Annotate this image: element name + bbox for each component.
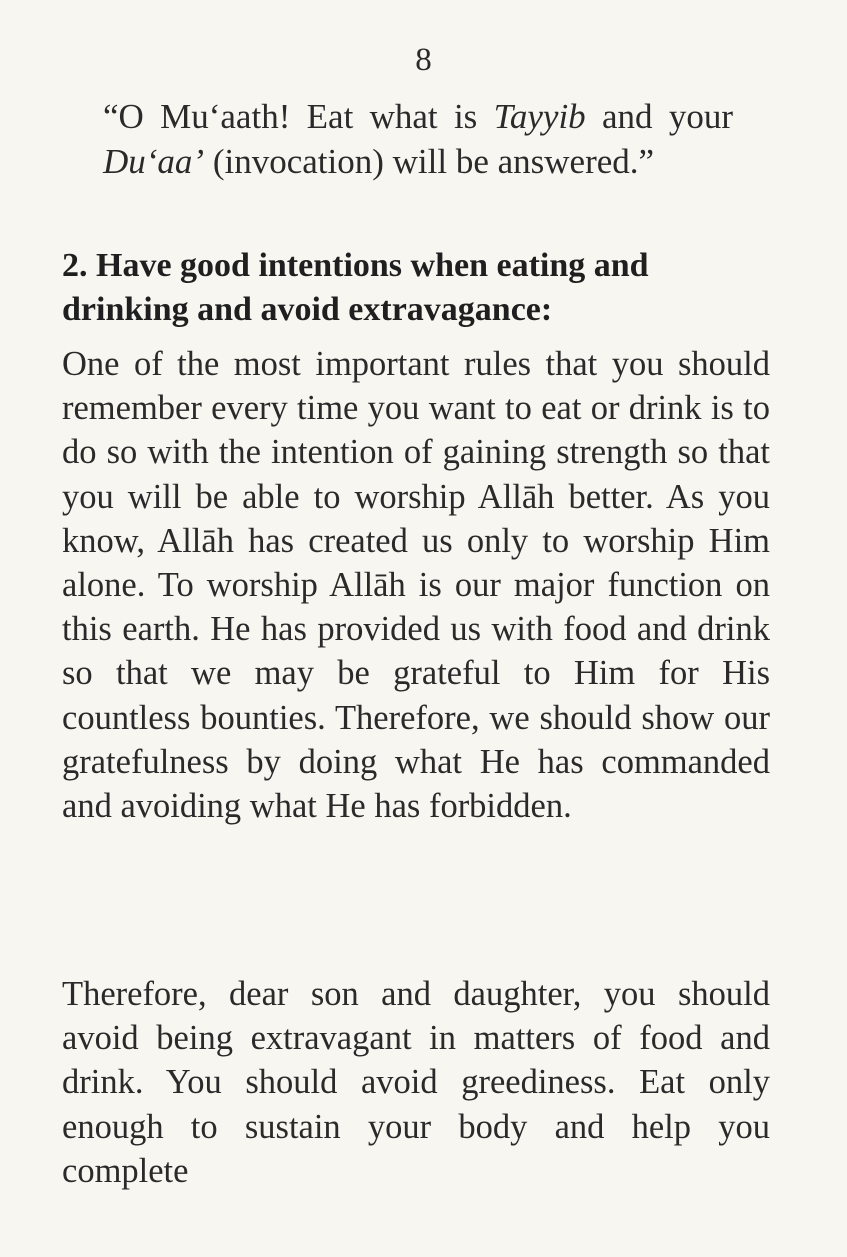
quote-text <box>103 94 733 184</box>
quote-italic-term: Tayyib <box>493 97 586 136</box>
quote-text-part: “O Mu‘aath! Eat what is <box>103 97 494 136</box>
body-paragraph: Therefore, dear son and daughter, you should avoid being extravagant in matters of food and drink. You should avoid greediness. Eat only enough to sustain your body and help you complete <box>62 975 770 1190</box>
body-paragraph: One of the most important rules that you should remember every time you want to eat or drink is to do so with the intention of gaining strength so that you will be able to worship Allāh better. As you know, Allāh has created us only to worship Him alone. To worship Allāh is our major function on this earth. He has provided us with food and drink so that we may be grateful to Him for His countless bounties. Therefore, we should show our gratefulness by doing what He has commanded and avoiding what He has forbidden. <box>62 345 770 826</box>
quote-text-part: (invocation) will be answered.” <box>204 142 655 181</box>
quote-italic-term: Du‘aa’ <box>103 142 205 181</box>
hadith-quote <box>103 94 733 184</box>
page-number: 8 <box>415 42 432 78</box>
section-heading: 2. Have good intentions when eating and drinking and avoid extravagance: <box>62 247 649 328</box>
quote-text-part: and your <box>585 97 733 136</box>
